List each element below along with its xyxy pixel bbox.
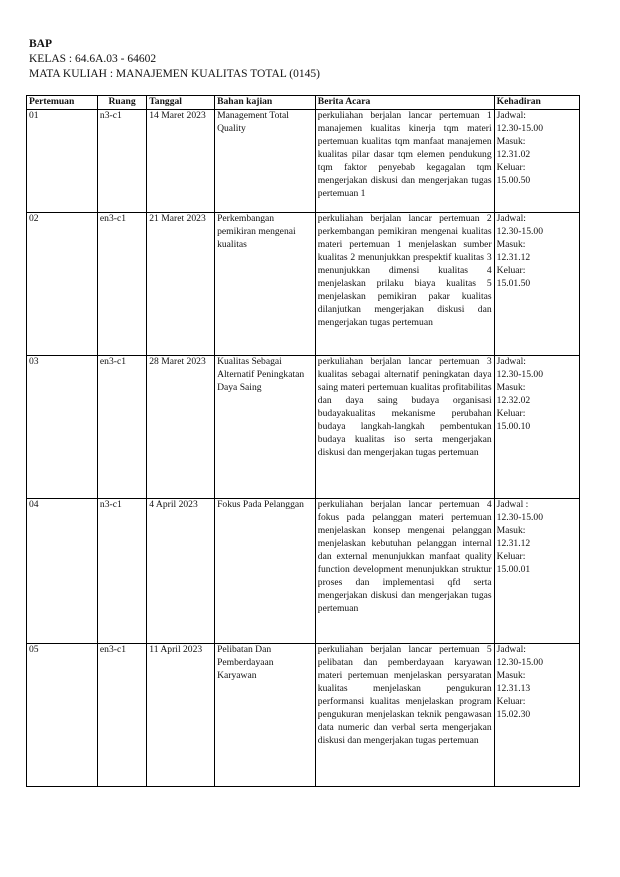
cell-bahan: Pelibatan Dan Pemberdayaan Karyawan	[215, 644, 316, 787]
kehadiran-jadwal-value: 12.30-15.00	[496, 225, 544, 237]
kehadiran-jadwal-label: Jadwal:	[496, 356, 526, 367]
header-kehadiran: Kehadiran	[494, 96, 579, 110]
kehadiran-keluar-value: 15.00.10	[496, 420, 531, 432]
cell-ruang: en3-c1	[97, 356, 146, 499]
table-header-row	[27, 96, 580, 110]
kelas-line: KELAS : 64.6A.03 - 64602	[29, 53, 157, 65]
kehadiran-masuk-label: Masuk:	[496, 135, 526, 147]
cell-ruang: n3-c1	[97, 110, 146, 213]
cell-kehadiran	[494, 213, 579, 356]
cell-berita: perkuliahan berjalan lancar pertemuan 2 perkembangan pemikiran mengenai kualitas materi pertemuan 1 menjelaskan sumber kualitas 2 menunjukkan prespektif kualitas 3 menunjukkan dimensi kualitas 4 menjelaskan prilaku biaya kualitas 5 menjelaskan pemikiran pakar kualitas dilanjutkan mengerjakan diskusi dan mengerjakan tugas pertemuan	[315, 213, 494, 356]
cell-kehadiran	[494, 644, 579, 787]
kehadiran-keluar-label: Keluar:	[496, 550, 526, 562]
cell-tanggal: 14 Maret 2023	[147, 110, 215, 213]
header-tanggal: Tanggal	[147, 96, 215, 110]
cell-bahan: Management Total Quality	[215, 110, 316, 213]
cell-ruang: en3-c1	[97, 644, 146, 787]
kehadiran-masuk-label: Masuk:	[496, 238, 526, 250]
mata-kuliah-line: MATA KULIAH : MANAJEMEN KUALITAS TOTAL (0145)	[29, 68, 320, 80]
header-bahan-kajian: Bahan kajian	[215, 96, 316, 110]
document-title: BAP	[29, 38, 52, 50]
table-row	[27, 499, 580, 644]
kehadiran-keluar-value: 15.02.30	[496, 708, 531, 720]
cell-pertemuan: 03	[27, 356, 98, 499]
cell-ruang: n3-c1	[97, 499, 146, 644]
kehadiran-keluar-label: Keluar:	[496, 264, 526, 276]
kehadiran-keluar-label: Keluar:	[496, 161, 526, 173]
table-row	[27, 356, 580, 499]
kehadiran-masuk-value: 12.32.02	[496, 394, 531, 406]
cell-berita: perkuliahan berjalan lancar pertemuan 3 kualitas sebagai alternatif peningkatan daya saing materi pertemuan kualitas profitabilitas dan daya saing budaya organisasi budayakualitas mekanisme perubahan budaya langkah-langkah pembentukan budaya kualitas iso serta mengerjakan diskusi dan mengerjakan tugas pertemuan	[315, 356, 494, 499]
header-ruang: Ruang	[97, 96, 146, 110]
cell-berita: perkuliahan berjalan lancar pertemuan 1 manajemen kualitas kinerja tqm materi pertemuan kualitas tqm manfaat manajemen kualitas pilar dasar tqm elemen pendukung tqm faktor penyebab kegagalan tqm mengerjakan diskusi dan mengerjakan tugas pertemuan 1	[315, 110, 494, 213]
table-row	[27, 644, 580, 787]
header-berita-acara: Berita Acara	[315, 96, 494, 110]
table-row	[27, 213, 580, 356]
kehadiran-masuk-label: Masuk:	[496, 381, 526, 393]
kehadiran-masuk-value: 12.31.12	[496, 251, 531, 263]
kehadiran-keluar-value: 15.00.01	[496, 563, 531, 575]
cell-berita: perkuliahan berjalan lancar pertemuan 4 fokus pada pelanggan materi pertemuan menjelaskan konsep mengenai pelanggan menjelaskan kebutuhan pelanggan internal dan external menunjukkan manfaat quality function development menunjukkan struktur proses dan implementasi qfd serta mengerjakan diskusi dan mengerjakan tugas pertemuan	[315, 499, 494, 644]
kehadiran-masuk-label: Masuk:	[496, 669, 526, 681]
document-header	[29, 37, 320, 82]
cell-kehadiran	[494, 356, 579, 499]
kehadiran-jadwal-label: Jadwal :	[496, 499, 529, 510]
kehadiran-masuk-label: Masuk:	[496, 524, 526, 536]
cell-bahan: Perkembangan pemikiran mengenai kualitas	[215, 213, 316, 356]
bap-table	[26, 95, 580, 787]
kehadiran-masuk-value: 12.31.13	[496, 682, 531, 694]
kehadiran-jadwal-value: 12.30-15.00	[496, 368, 544, 380]
kehadiran-keluar-value: 15.01.50	[496, 277, 531, 289]
cell-tanggal: 21 Maret 2023	[147, 213, 215, 356]
cell-pertemuan: 05	[27, 644, 98, 787]
kehadiran-jadwal-label: Jadwal:	[496, 110, 526, 121]
kehadiran-keluar-label: Keluar:	[496, 695, 526, 707]
cell-bahan: Fokus Pada Pelanggan	[215, 499, 316, 644]
kehadiran-jadwal-label: Jadwal:	[496, 644, 526, 655]
cell-tanggal: 11 April 2023	[147, 644, 215, 787]
kehadiran-jadwal-value: 12.30-15.00	[496, 511, 544, 523]
kehadiran-keluar-value: 15.00.50	[496, 174, 531, 186]
header-pertemuan: Pertemuan	[27, 96, 98, 110]
kehadiran-jadwal-value: 12.30-15.00	[496, 122, 544, 134]
kehadiran-masuk-value: 12.31.02	[496, 148, 531, 160]
cell-bahan: Kualitas Sebagai Alternatif Peningkatan Daya Saing	[215, 356, 316, 499]
cell-kehadiran	[494, 499, 579, 644]
cell-berita: perkuliahan berjalan lancar pertemuan 5 pelibatan dan pemberdayaan karyawan materi pertemuan menjelaskan persyaratan kualitas menjelaskan pengukuran performansi kualitas menjelaskan program pengukuran menjelaskan teknik pengawasan data numeric dan verbal serta mengerjakan diskusi dan mengerjakan tugas pertemuan	[315, 644, 494, 787]
table-row	[27, 110, 580, 213]
cell-pertemuan: 01	[27, 110, 98, 213]
kehadiran-jadwal-value: 12.30-15.00	[496, 656, 544, 668]
kehadiran-masuk-value: 12.31.12	[496, 537, 531, 549]
cell-tanggal: 4 April 2023	[147, 499, 215, 644]
cell-pertemuan: 02	[27, 213, 98, 356]
kehadiran-keluar-label: Keluar:	[496, 407, 526, 419]
cell-ruang: en3-c1	[97, 213, 146, 356]
cell-pertemuan: 04	[27, 499, 98, 644]
cell-tanggal: 28 Maret 2023	[147, 356, 215, 499]
cell-kehadiran	[494, 110, 579, 213]
kehadiran-jadwal-label: Jadwal:	[496, 213, 526, 224]
